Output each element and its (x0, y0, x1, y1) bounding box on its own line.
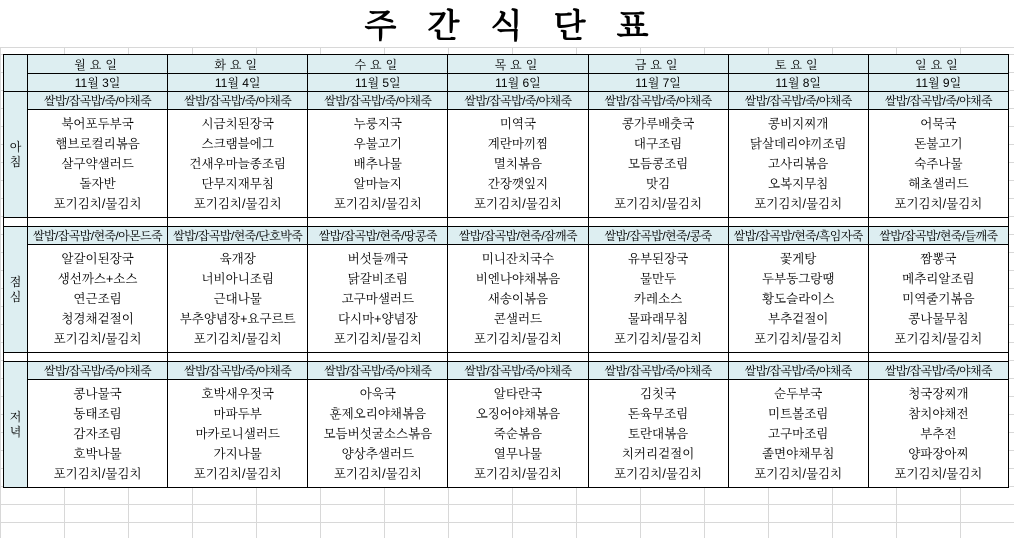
separator-cell (728, 218, 868, 227)
separator-cell (868, 353, 1008, 362)
dish-item: 살구약샐러드 (61, 156, 134, 171)
menu-cell (448, 110, 588, 218)
dish-item: 양상추샐러드 (341, 446, 415, 461)
dish-item: 미역줄기볶음 (902, 291, 975, 306)
dish-item: 닭갈비조림 (347, 271, 409, 286)
dish-item: 간장깻잎지 (487, 176, 549, 191)
separator-cell (868, 218, 1008, 227)
staple-cell: 쌀밥/잡곡밥/죽/야채죽 (168, 362, 308, 380)
dish-item: 포기김치/물김치 (754, 196, 843, 211)
dish-item: 돌자반 (79, 176, 116, 191)
dish-item: 포기김치/물김치 (614, 466, 703, 481)
dish-item: 포기김치/물김치 (754, 466, 843, 481)
dish-item: 김칫국 (639, 386, 677, 401)
menu-cell (588, 245, 728, 353)
staple-cell: 쌀밥/잡곡밥/현죽/흑임자죽 (728, 227, 868, 245)
separator-cell (588, 353, 728, 362)
dish-item: 포기김치/물김치 (53, 466, 142, 481)
dish-item: 포기김치/물김치 (614, 196, 703, 211)
dish-item: 너비아니조림 (201, 271, 274, 286)
staple-cell: 쌀밥/잡곡밥/죽/야채죽 (588, 92, 728, 110)
day-header: 토요일 (728, 55, 868, 74)
dish-item: 포기김치/물김치 (894, 196, 983, 211)
dish-item: 포기김치/물김치 (473, 196, 562, 211)
meal-label-char: 저 (9, 409, 22, 424)
dish-item: 마카로니샐러드 (195, 426, 280, 441)
date-header: 11월 4일 (168, 74, 308, 92)
dish-item: 고구마조림 (768, 426, 829, 441)
separator-cell (4, 218, 28, 227)
staple-cell: 쌀밥/잡곡밥/죽/야채죽 (868, 92, 1008, 110)
separator-cell (28, 218, 168, 227)
date-header: 11월 6일 (448, 74, 588, 92)
dish-item: 콩비지찌개 (768, 116, 829, 131)
dish-item: 오복지무침 (768, 176, 829, 191)
dish-item: 호박새우젓국 (201, 386, 274, 401)
dish-item: 포기김치/물김치 (193, 466, 282, 481)
dish-item: 포기김치/물김치 (614, 331, 703, 346)
meal-separator-row (4, 353, 1009, 362)
staple-cell: 쌀밥/잡곡밥/죽/야채죽 (728, 92, 868, 110)
menu-cell (168, 110, 308, 218)
menu-cell (868, 380, 1008, 488)
dish-item: 버섯들깨국 (347, 251, 409, 266)
menu-cell (168, 245, 308, 353)
separator-cell (448, 218, 588, 227)
dish-item: 참치야채전 (908, 406, 969, 421)
menu-cell (728, 110, 868, 218)
dish-item: 포기김치/물김치 (754, 331, 843, 346)
dish-item: 알타란국 (493, 386, 543, 401)
menu-cell (168, 380, 308, 488)
dish-item: 닭살데리야끼조림 (749, 136, 847, 151)
staple-cell: 쌀밥/잡곡밥/죽/야채죽 (168, 92, 308, 110)
staple-cell: 쌀밥/잡곡밥/현죽/콩죽 (588, 227, 728, 245)
dish-item: 건새우마늘종조림 (189, 156, 286, 171)
date-header: 11월 8일 (728, 74, 868, 92)
separator-cell (4, 353, 28, 362)
dish-item: 포기김치/물김치 (333, 466, 422, 481)
menu-cell (28, 110, 168, 218)
menu-cell (868, 245, 1008, 353)
meal-label-char: 점 (9, 274, 22, 289)
dish-item: 훈제오리야채볶음 (329, 406, 427, 421)
menu-cell (28, 245, 168, 353)
separator-cell (448, 353, 588, 362)
separator-cell (168, 218, 308, 227)
dish-item: 어묵국 (920, 116, 957, 131)
dish-item: 누룽지국 (353, 116, 402, 131)
staple-cell: 쌀밥/잡곡밥/현죽/잠깨죽 (448, 227, 588, 245)
dish-item: 돈육무조림 (627, 406, 689, 421)
meal-staple-row (4, 227, 1009, 245)
menu-table-body (4, 55, 1009, 488)
dish-item: 토란대볶음 (627, 426, 689, 441)
day-header: 월요일 (28, 55, 168, 74)
date-header: 11월 5일 (308, 74, 448, 92)
dish-item: 감자조림 (73, 426, 122, 441)
dish-item: 알갈이된장국 (61, 251, 134, 266)
meal-staple-row (4, 362, 1009, 380)
meal-label-char: 심 (9, 289, 22, 304)
dish-item: 포기김치/물김치 (53, 331, 142, 346)
dish-item: 알마늘지 (353, 176, 402, 191)
day-header: 일요일 (868, 55, 1008, 74)
dish-item: 콩나물무침 (908, 311, 969, 326)
dish-item: 비엔나야채볶음 (475, 271, 561, 286)
separator-cell (308, 353, 448, 362)
staple-cell: 쌀밥/잡곡밥/죽/야채죽 (588, 362, 728, 380)
meal-label-3 (4, 362, 28, 488)
page-title: 주 간 식 단 표 (364, 7, 660, 44)
menu-cell (588, 380, 728, 488)
dish-item: 두부동그랑땡 (761, 271, 835, 286)
menu-cell (308, 380, 448, 488)
dish-item: 아욱국 (359, 386, 396, 401)
table-corner (4, 55, 28, 92)
weekly-menu-table (3, 54, 1009, 488)
dish-item: 포기김치/물김치 (193, 196, 282, 211)
separator-cell (308, 218, 448, 227)
dish-item: 청경채겉절이 (61, 311, 134, 326)
dish-item: 유부된장국 (627, 251, 689, 266)
separator-cell (588, 218, 728, 227)
dish-item: 대구조림 (633, 136, 683, 151)
day-header: 화요일 (168, 55, 308, 74)
dish-item: 시금치된장국 (201, 116, 274, 131)
date-header: 11월 7일 (588, 74, 728, 92)
dish-item: 멸치볶음 (493, 156, 543, 171)
menu-cell (588, 110, 728, 218)
dish-item: 고사리볶음 (768, 156, 829, 171)
dish-item: 물만두 (639, 271, 677, 286)
staple-cell: 쌀밥/잡곡밥/죽/야채죽 (728, 362, 868, 380)
dish-item: 포기김치/물김치 (193, 331, 282, 346)
day-header: 목요일 (448, 55, 588, 74)
dish-item: 부추겉절이 (768, 311, 829, 326)
staple-cell: 쌀밥/잡곡밥/현죽/땅콩죽 (308, 227, 448, 245)
separator-cell (28, 353, 168, 362)
dish-item: 물파래무침 (627, 311, 689, 326)
dish-item: 콩나물국 (73, 386, 122, 401)
dish-item: 포기김치/물김치 (333, 196, 422, 211)
dish-item: 동태조림 (73, 406, 122, 421)
dish-item: 꽃게탕 (780, 251, 817, 266)
staple-cell: 쌀밥/잡곡밥/죽/야채죽 (28, 92, 168, 110)
dish-item: 새송이볶음 (487, 291, 549, 306)
title-row (0, 0, 1014, 48)
dish-item: 양파장아찌 (908, 446, 969, 461)
dish-item: 호박나물 (73, 446, 122, 461)
staple-cell: 쌀밥/잡곡밥/죽/야채죽 (868, 362, 1008, 380)
staple-cell: 쌀밥/잡곡밥/현죽/아몬드죽 (28, 227, 168, 245)
dish-item: 포기김치/물김치 (53, 196, 142, 211)
separator-cell (168, 353, 308, 362)
dish-item: 콩가루배춧국 (621, 116, 695, 131)
dish-item: 맛김 (646, 176, 671, 191)
dish-item: 마파두부 (213, 406, 262, 421)
dish-item: 햄브로컬리볶음 (55, 136, 140, 151)
dish-item: 육개장 (219, 251, 256, 266)
dish-item: 포기김치/물김치 (894, 331, 983, 346)
dish-item: 죽순볶음 (493, 426, 543, 441)
meal-label-char: 침 (9, 154, 22, 169)
dish-item: 포기김치/물김치 (473, 466, 562, 481)
meal-dishes-row (4, 380, 1009, 488)
menu-cell (308, 245, 448, 353)
dish-item: 가지나물 (213, 446, 262, 461)
staple-cell: 쌀밥/잡곡밥/현죽/단호박죽 (168, 227, 308, 245)
dish-item: 해초샐러드 (908, 176, 969, 191)
menu-cell (448, 380, 588, 488)
staple-cell: 쌀밥/잡곡밥/죽/야채죽 (308, 92, 448, 110)
dish-item: 부추양념장+요구르트 (179, 311, 296, 326)
dish-item: 미트볼조림 (768, 406, 829, 421)
dish-item: 스크램블에그 (201, 136, 274, 151)
meal-label-1 (4, 92, 28, 218)
dish-item: 메추리알조림 (902, 271, 975, 286)
dish-item: 미니잔치국수 (481, 251, 555, 266)
meal-label-2 (4, 227, 28, 353)
dish-item: 북어포두부국 (61, 116, 134, 131)
header-date-row (4, 74, 1009, 92)
dish-item: 카레소스 (633, 291, 683, 306)
dish-item: 부추전 (920, 426, 957, 441)
dish-item: 숙주나물 (914, 156, 963, 171)
meal-label-char: 녁 (9, 424, 22, 439)
menu-cell (728, 380, 868, 488)
dish-item: 모듬콩조림 (627, 156, 689, 171)
dish-item: 계란마끼찜 (487, 136, 549, 151)
dish-item: 졸면야채무침 (761, 446, 835, 461)
meal-label-char: 아 (9, 139, 22, 154)
dish-item: 포기김치/물김치 (473, 331, 562, 346)
day-header: 수요일 (308, 55, 448, 74)
dish-item: 순두부국 (774, 386, 823, 401)
menu-cell (728, 245, 868, 353)
staple-cell: 쌀밥/잡곡밥/죽/야채죽 (28, 362, 168, 380)
dish-item: 콘샐러드 (493, 311, 543, 326)
menu-cell (28, 380, 168, 488)
date-header: 11월 9일 (868, 74, 1008, 92)
dish-item: 치커리겉절이 (621, 446, 695, 461)
day-header: 금요일 (588, 55, 728, 74)
dish-item: 근대나물 (213, 291, 262, 306)
dish-item: 배추나물 (353, 156, 402, 171)
staple-cell: 쌀밥/잡곡밥/죽/야채죽 (308, 362, 448, 380)
dish-item: 짬뽕국 (920, 251, 957, 266)
dish-item: 연근조림 (73, 291, 122, 306)
dish-item: 황도슬라이스 (761, 291, 835, 306)
dish-item: 고구마샐러드 (341, 291, 415, 306)
dish-item: 포기김치/물김치 (333, 331, 422, 346)
meal-staple-row (4, 92, 1009, 110)
dish-item: 우불고기 (353, 136, 402, 151)
dish-item: 오징어야채볶음 (475, 406, 561, 421)
menu-cell (448, 245, 588, 353)
meal-dishes-row (4, 110, 1009, 218)
meal-dishes-row (4, 245, 1009, 353)
dish-item: 열무나물 (493, 446, 543, 461)
dish-item: 미역국 (499, 116, 537, 131)
header-day-row (4, 55, 1009, 74)
meal-separator-row (4, 218, 1009, 227)
dish-item: 돈불고기 (914, 136, 963, 151)
staple-cell: 쌀밥/잡곡밥/현죽/들깨죽 (868, 227, 1008, 245)
dish-item: 포기김치/물김치 (894, 466, 983, 481)
dish-item: 생선까스+소스 (57, 271, 138, 286)
separator-cell (728, 353, 868, 362)
date-header: 11월 3일 (28, 74, 168, 92)
dish-item: 단무지재무침 (201, 176, 274, 191)
dish-item: 모듬버섯굴소스볶음 (323, 426, 433, 441)
menu-cell (308, 110, 448, 218)
dish-item: 청국장찌개 (908, 386, 969, 401)
dish-item: 다시마+양념장 (337, 311, 418, 326)
menu-cell (868, 110, 1008, 218)
staple-cell: 쌀밥/잡곡밥/죽/야채죽 (448, 92, 588, 110)
staple-cell: 쌀밥/잡곡밥/죽/야채죽 (448, 362, 588, 380)
